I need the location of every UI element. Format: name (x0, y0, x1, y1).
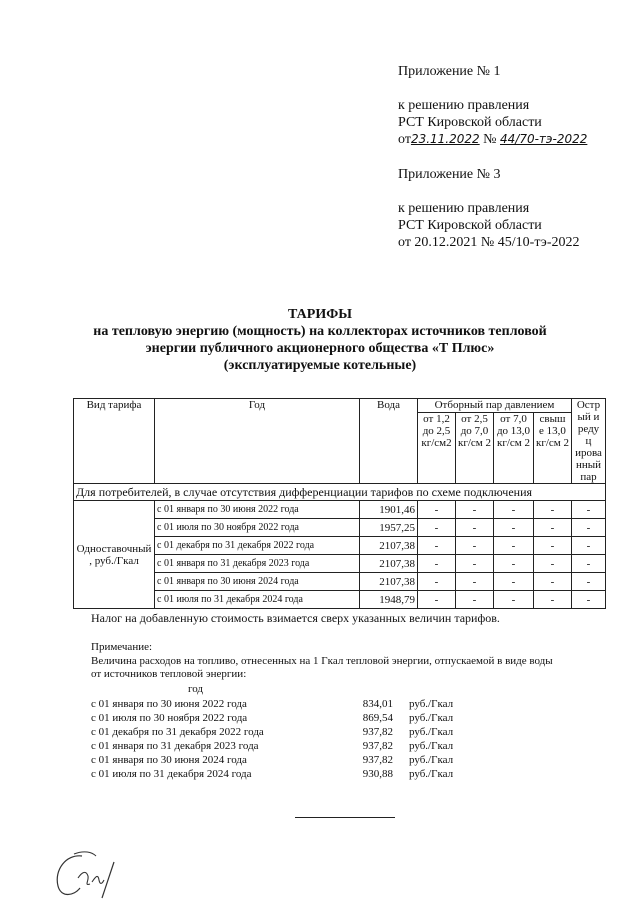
p3-cell: - (494, 591, 534, 609)
fuel-unit: руб./Гкал (409, 698, 454, 710)
p4-cell: - (534, 519, 572, 537)
p4-cell: - (534, 501, 572, 519)
water-cell: 1901,46 (360, 501, 418, 519)
appendix-3-label: Приложение № 3 (398, 167, 501, 182)
decision-1-line-2: РСТ Кировской области (398, 115, 542, 130)
water-cell: 1957,25 (360, 519, 418, 537)
fuel-value: 930,88 (362, 768, 393, 780)
decision-1-line-3 (398, 131, 587, 148)
period-cell: с 01 июля по 30 ноября 2022 года (155, 519, 360, 537)
decision-1-from: от (398, 132, 411, 147)
fuel-value: 834,01 (362, 698, 393, 710)
col-header-p1: от 1,2 до 2,5 кг/см2 (418, 413, 456, 484)
tariff-table (73, 398, 606, 609)
col-header-steam: Отборный пар давлением (418, 399, 572, 413)
vat-note: Налог на добавленную стоимость взимается сверх указанных величин тарифов. (91, 611, 500, 625)
period-cell: с 01 декабря по 31 декабря 2022 года (155, 537, 360, 555)
p3-cell: - (494, 519, 534, 537)
p3-cell: - (494, 501, 534, 519)
p3-cell: - (494, 573, 534, 591)
notes-text-1: Величина расходов на топливо, отнесенных на 1 Гкал тепловой энергии, отпускаемой в виде воды (91, 655, 553, 667)
period-cell: с 01 января по 30 июня 2024 года (155, 573, 360, 591)
list-item (91, 725, 491, 739)
notes-label: Примечание: (91, 641, 153, 653)
p1-cell: - (418, 573, 456, 591)
col-header-period: Год (155, 399, 360, 484)
water-cell: 2107,38 (360, 555, 418, 573)
p2-cell: - (456, 573, 494, 591)
fuel-value: 869,54 (362, 712, 393, 724)
fuel-unit: руб./Гкал (409, 754, 454, 766)
sharp-cell: - (572, 573, 606, 591)
list-item (91, 697, 491, 711)
p3-cell: - (494, 537, 534, 555)
col-header-p2: от 2,5 до 7,0 кг/см 2 (456, 413, 494, 484)
table-section-row (74, 484, 606, 501)
water-cell: 2107,38 (360, 573, 418, 591)
title-line-4: (эксплуатируемые котельные) (223, 358, 417, 373)
decision-3-line-3: от 20.12.2021 № 45/10-тэ-2022 (398, 235, 580, 250)
notes-year-label: год (188, 683, 204, 695)
p1-cell: - (418, 519, 456, 537)
period-cell: с 01 июля по 31 декабря 2024 года (155, 591, 360, 609)
col-header-p4: свыш е 13,0 кг/см 2 (534, 413, 572, 484)
list-item (91, 711, 491, 725)
p2-cell: - (456, 537, 494, 555)
fuel-unit: руб./Гкал (409, 768, 454, 780)
section-label: Для потребителей, в случае отсутствия дифференциации тарифов по схеме подключения (74, 484, 606, 501)
fuel-value: 937,82 (362, 740, 393, 752)
table-header-row (74, 399, 606, 413)
signature-mark (44, 848, 134, 903)
p1-cell: - (418, 501, 456, 519)
fuel-period: с 01 июля по 31 декабря 2024 года (91, 768, 252, 780)
sharp-cell: - (572, 555, 606, 573)
fuel-value: 937,82 (362, 726, 393, 738)
closing-separator (295, 817, 395, 818)
title-line-3: энергии публичного акционерного общества «Т Плюс» (145, 341, 495, 356)
list-item (91, 767, 491, 781)
fuel-unit: руб./Гкал (409, 712, 454, 724)
fuel-period: с 01 июля по 30 ноября 2022 года (91, 712, 248, 724)
p2-cell: - (456, 519, 494, 537)
p4-cell: - (534, 555, 572, 573)
fuel-period: с 01 января по 31 декабря 2023 года (91, 740, 259, 752)
p1-cell: - (418, 591, 456, 609)
col-header-p3: от 7,0 до 13,0 кг/см 2 (494, 413, 534, 484)
decision-1-date: 23.11.2022 (410, 132, 480, 146)
water-cell: 2107,38 (360, 537, 418, 555)
sharp-cell: - (572, 519, 606, 537)
tariff-type-cell: Одноставочный , руб./Гкал (74, 501, 155, 609)
fuel-unit: руб./Гкал (409, 726, 454, 738)
notes-text-2: от источников тепловой энергии: (91, 668, 247, 680)
period-cell: с 01 января по 31 декабря 2023 года (155, 555, 360, 573)
fuel-period: с 01 декабря по 31 декабря 2022 года (91, 726, 264, 738)
water-cell: 1948,79 (360, 591, 418, 609)
col-header-water: Вода (360, 399, 418, 484)
p4-cell: - (534, 537, 572, 555)
list-item (91, 753, 491, 767)
decision-1-number: 44/70-тэ-2022 (500, 132, 588, 146)
sharp-cell: - (572, 501, 606, 519)
p4-cell: - (534, 573, 572, 591)
list-item (91, 739, 491, 753)
period-cell: с 01 января по 30 июня 2022 года (155, 501, 360, 519)
col-header-sharp: Остр ый и реду ц ирова нный пар (572, 399, 606, 484)
p2-cell: - (456, 555, 494, 573)
title-line-1: ТАРИФЫ (288, 307, 352, 322)
p2-cell: - (456, 501, 494, 519)
col-header-type: Вид тарифа (74, 399, 155, 484)
decision-1-no: № (483, 132, 497, 147)
fuel-unit: руб./Гкал (409, 740, 454, 752)
fuel-value: 937,82 (362, 754, 393, 766)
fuel-period: с 01 января по 30 июня 2024 года (91, 754, 247, 766)
p2-cell: - (456, 591, 494, 609)
decision-3-line-2: РСТ Кировской области (398, 218, 542, 233)
decision-3-line-1: к решению правления (398, 201, 530, 216)
sharp-cell: - (572, 537, 606, 555)
fuel-cost-list (91, 697, 491, 781)
fuel-period: с 01 января по 30 июня 2022 года (91, 698, 247, 710)
decision-1-line-1: к решению правления (398, 98, 530, 113)
p1-cell: - (418, 555, 456, 573)
p4-cell: - (534, 591, 572, 609)
p3-cell: - (494, 555, 534, 573)
title-line-2: на тепловую энергию (мощность) на коллекторах источников тепловой (93, 324, 547, 339)
sharp-cell: - (572, 591, 606, 609)
table-row (74, 501, 606, 519)
appendix-1-label: Приложение № 1 (398, 64, 501, 79)
p1-cell: - (418, 537, 456, 555)
